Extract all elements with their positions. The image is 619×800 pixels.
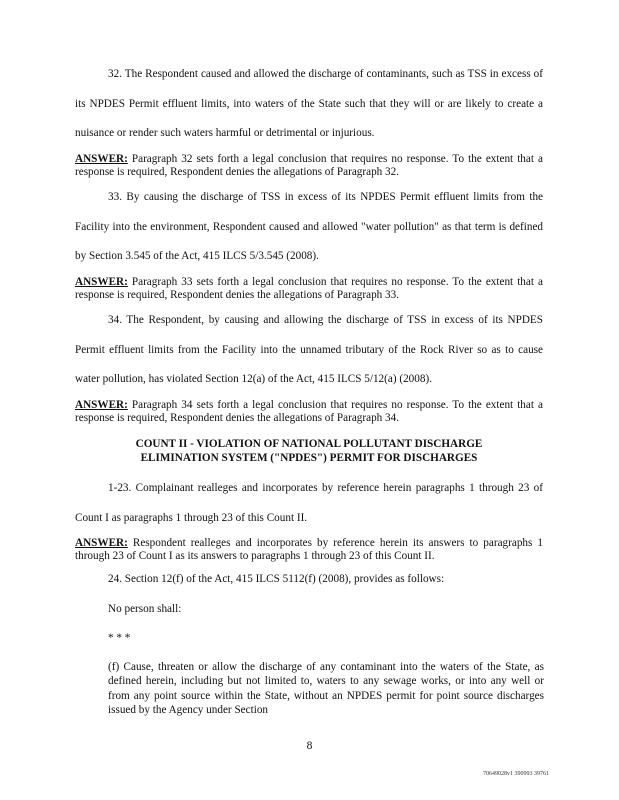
document-id: 70649028v1 390993 39761	[483, 771, 549, 777]
count-heading-line-1: COUNT II - VIOLATION OF NATIONAL POLLUTANT DISCHARGE	[135, 438, 483, 450]
answer-label: ANSWER:	[75, 153, 128, 165]
count-heading-line-2: ELIMINATION SYSTEM ("NPDES") PERMIT FOR DISCHARGES	[140, 452, 478, 464]
paragraph-34: 34. The Respondent, by causing and allowing the discharge of TSS in excess of its NPDES Permit effluent limits from the Facility into the unnamed tributary of the Rock River so as to cause water pollution, has violated Section 12(a) of the Act, 415 ILCS 5/12(a) (2008).	[75, 314, 543, 385]
answer-34-text: Paragraph 34 sets forth a legal conclusion that requires no response. To the extent that a response is required, Respondent denies the allegations of Paragraph 34.	[75, 399, 543, 424]
answer-32	[75, 153, 543, 178]
answer-32-text: Paragraph 32 sets forth a legal conclusion that requires no response. To the extent that a response is required, Respondent denies the allegations of Paragraph 32.	[75, 153, 543, 178]
paragraph-33: 33. By causing the discharge of TSS in excess of its NPDES Permit effluent limits from the Facility into the environment, Respondent caused and allowed "water pollution" as that term is defined by Section 3.545 of the Act, 415 ILCS 5/3.545 (2008).	[75, 191, 543, 262]
paragraph-24: 24. Section 12(f) of the Act, 415 ILCS 5112(f) (2008), provides as follows:	[108, 573, 445, 585]
paragraph-1-23: 1-23. Complainant realleges and incorporates by reference herein paragraphs 1 through 23 of Count I as paragraphs 1 through 23 of this Count II.	[75, 482, 543, 524]
answer-1-23	[75, 537, 543, 562]
answer-34	[75, 399, 543, 424]
answer-33	[75, 276, 543, 301]
answer-label: ANSWER:	[75, 276, 128, 288]
no-person-line: No person shall:	[108, 603, 182, 615]
answer-label: ANSWER:	[75, 399, 128, 411]
answer-1-23-text: Respondent realleges and incorporates by reference herein its answers to paragraphs 1 through 23 of Count I as its answers to paragraphs 1 through 23 of this Count II.	[75, 537, 543, 562]
answer-label: ANSWER:	[75, 537, 128, 549]
page-number: 8	[306, 740, 313, 752]
paragraph-32: 32. The Respondent caused and allowed the discharge of contaminants, such as TSS in excess of its NPDES Permit effluent limits, into waters of the State such that they will or are likely to create a nuisance or render such waters harmful or detrimental or injurious.	[75, 68, 543, 139]
answer-33-text: Paragraph 33 sets forth a legal conclusion that requires no response. To the extent that a response is required, Respondent denies the allegations of Paragraph 33.	[75, 276, 543, 301]
quote-section-f: (f) Cause, threaten or allow the discharge of any contaminant into the waters of the State, as defined herein, including but not limited to, waters to any sewage works, or into any well or from any point source within the State, without an NPDES permit for point source discharges issued by the Agency under Section	[108, 661, 544, 717]
asterisks-separator: * * *	[108, 632, 131, 644]
